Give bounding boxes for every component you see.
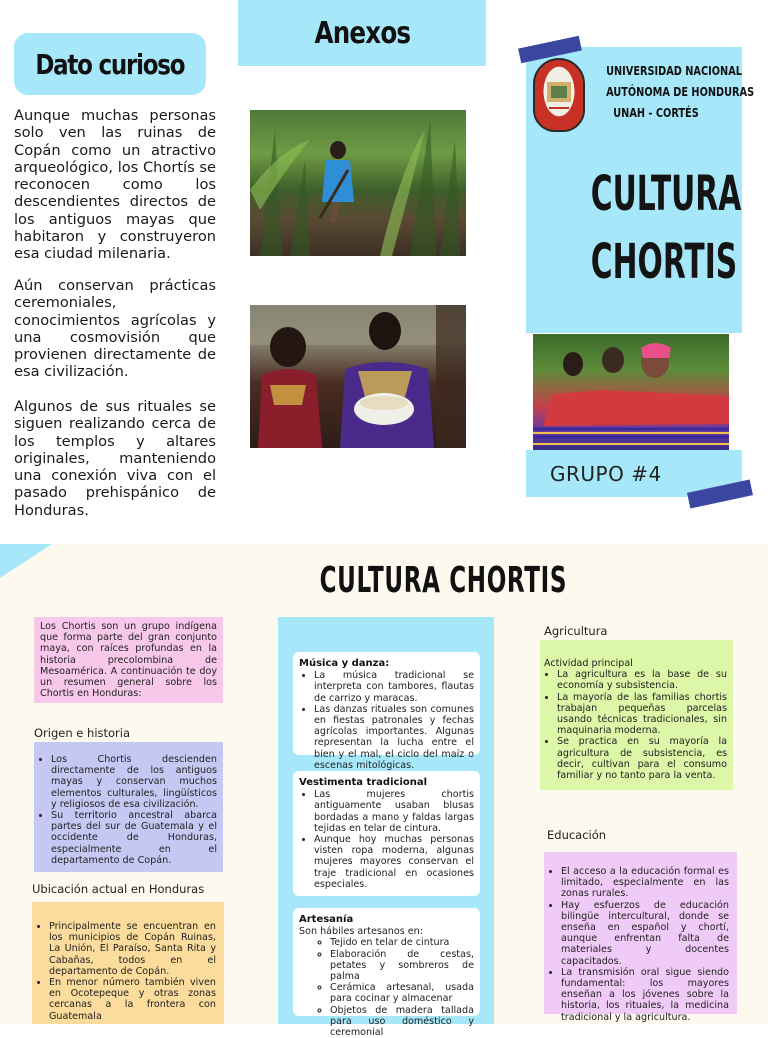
- list-item: • La música tradicional se interpreta con tambores, flautas de carrizo y maracas.: [314, 670, 474, 704]
- list-item: • Las danzas rituales son comunes en fiestas patronales y fechas agrícolas importantes. Algunas representan la lucha entre el bien y el mal, el ciclo del maíz o escenas mitológicas.: [314, 704, 474, 771]
- list-item: • Las mujeres chortis antiguamente usaban blusas bordadas a mano y faldas largas tejidas en telar de cintura.: [314, 789, 474, 834]
- inside-title: [250, 560, 568, 601]
- grupo-label: GRUPO #4: [550, 461, 662, 486]
- photo-women-with-bowl: [250, 305, 466, 448]
- dato-paragraph-3: Algunos de sus rituales se siguen realizando cerca de los templos y altares originales, manteniendo una conexión viva con el pasado prehispánico de Honduras.: [14, 398, 216, 519]
- origen-heading: Origen e historia: [34, 726, 131, 740]
- photo-woman-farming: [250, 110, 466, 256]
- musica-title: Música y danza:: [299, 658, 390, 669]
- university-name: [592, 60, 755, 123]
- university-line-2: AUTÓNOMA DE HONDURAS: [606, 84, 755, 99]
- cover-title: [560, 160, 742, 296]
- intro-box: [34, 617, 223, 703]
- list-item: ◦ Elaboración de cestas, petates y sombreros de palma: [330, 949, 474, 983]
- list-item: • Se practica en su mayoría la agricultura de subsistencia, es decir, cultivan para el consumo familiar y no tanto para la venta.: [557, 736, 727, 781]
- inside-title-text: CULTURA CHORTIS: [319, 560, 568, 601]
- list-item: • Hay esfuerzos de educación bilingüe intercultural, donde se enseña en español y chortí, aunque enfrentan falta de materiales y docentes capacitados.: [561, 900, 729, 967]
- list-item: • En menor número también viven en Ocotepeque y otras zonas cercanas a la frontera con Guatemala: [49, 977, 216, 1022]
- artesania-intro: Son hábiles artesanos en:: [299, 926, 423, 938]
- vestimenta-title: Vestimenta tradicional: [299, 777, 428, 788]
- list-item: ◦ Tejido en telar de cintura: [330, 937, 474, 948]
- list-item: • La agricultura es la base de su economía y subsistencia.: [557, 669, 727, 691]
- origen-box: [34, 742, 223, 872]
- list-item: • Aunque hoy muchas personas visten ropa moderna, algunas mujeres mayores conservan el traje tradicional en ocasiones especiales.: [314, 834, 474, 890]
- list-item: • Su territorio ancestral abarca partes del sur de Guatemala y el occidente de Honduras, especialmente en el departamento de Copán.: [51, 810, 217, 866]
- musica-card: [293, 652, 480, 771]
- agricultura-heading: Agricultura: [544, 624, 608, 638]
- agricultura-box: [540, 640, 733, 790]
- list-item: ◦ Cerámica artesanal, usada para cocinar y almacenar: [330, 982, 474, 1004]
- vestimenta-card: [293, 771, 480, 896]
- university-seal-icon: [533, 58, 585, 132]
- dato-curioso-banner: [14, 33, 206, 95]
- university-line-3: UNAH - CORTÉS: [613, 105, 699, 120]
- ubicacion-heading: Ubicación actual en Honduras: [32, 882, 205, 896]
- list-item: ◦ Objetos de madera tallada para uso doméstico y ceremonial: [330, 1005, 474, 1038]
- intro-text: Los Chortis son un grupo indígena que forma parte del gran conjunto maya, con raíces profundas en la historia precolombina de Mesoamérica. A continuación te doy un resumen general sobre los Chortis en Honduras:: [40, 621, 217, 700]
- cover-title-line-1: CULTURA: [590, 166, 742, 222]
- cover-title-line-2: CHORTIS: [590, 234, 738, 290]
- agricultura-subheading: Actividad principal: [544, 658, 633, 669]
- list-item: • La transmisión oral sigue siendo fundamental: los mayores enseñan a los jóvenes sobre la historia, los rituales, la medicina tradicional y la agricultura.: [561, 967, 729, 1023]
- list-item: • El acceso a la educación formal es limitado, especialmente en las zonas rurales.: [561, 866, 729, 900]
- photo-chorti-women-textiles: [533, 334, 729, 454]
- ubicacion-box: [32, 902, 224, 1024]
- list-item: • La mayoría de las familias chortis trabajan pequeñas parcelas usando técnicas tradicionales, sin maquinaria moderna.: [557, 692, 727, 737]
- educacion-box: [544, 852, 737, 1023]
- dato-paragraph-1: Aunque muchas personas solo ven las ruinas de Copán como un atractivo arqueológico, los Chortís se reconocen como los descendientes directos de los antiguos mayas que habitaron y construyeron esa ciudad milenaria.: [14, 107, 216, 263]
- anexos-banner: [238, 0, 486, 66]
- artesania-card: [293, 908, 480, 1038]
- corner-triangle: [0, 544, 52, 578]
- dato-curioso-title: Dato curioso: [35, 47, 185, 81]
- university-line-1: UNIVERSIDAD NACIONAL: [606, 63, 742, 78]
- list-item: • Principalmente se encuentran en los municipios de Copán Ruinas, La Unión, El Paraíso, Santa Rita y Cabañas, todos en el departamento de Copán.: [49, 921, 216, 977]
- artesania-title: Artesanía: [299, 914, 354, 925]
- anexos-title: Anexos: [314, 15, 410, 51]
- list-item: • Los Chortis descienden directamente de los antiguos mayas y conservan muchos elementos culturales, lingüísticos y religiosos de esa civilización.: [51, 754, 217, 810]
- dato-paragraph-2: Aún conservan prácticas ceremoniales, conocimientos agrícolas y una cosmovisión que provienen directamente de esa civilización.: [14, 277, 216, 381]
- educacion-heading: Educación: [547, 828, 607, 842]
